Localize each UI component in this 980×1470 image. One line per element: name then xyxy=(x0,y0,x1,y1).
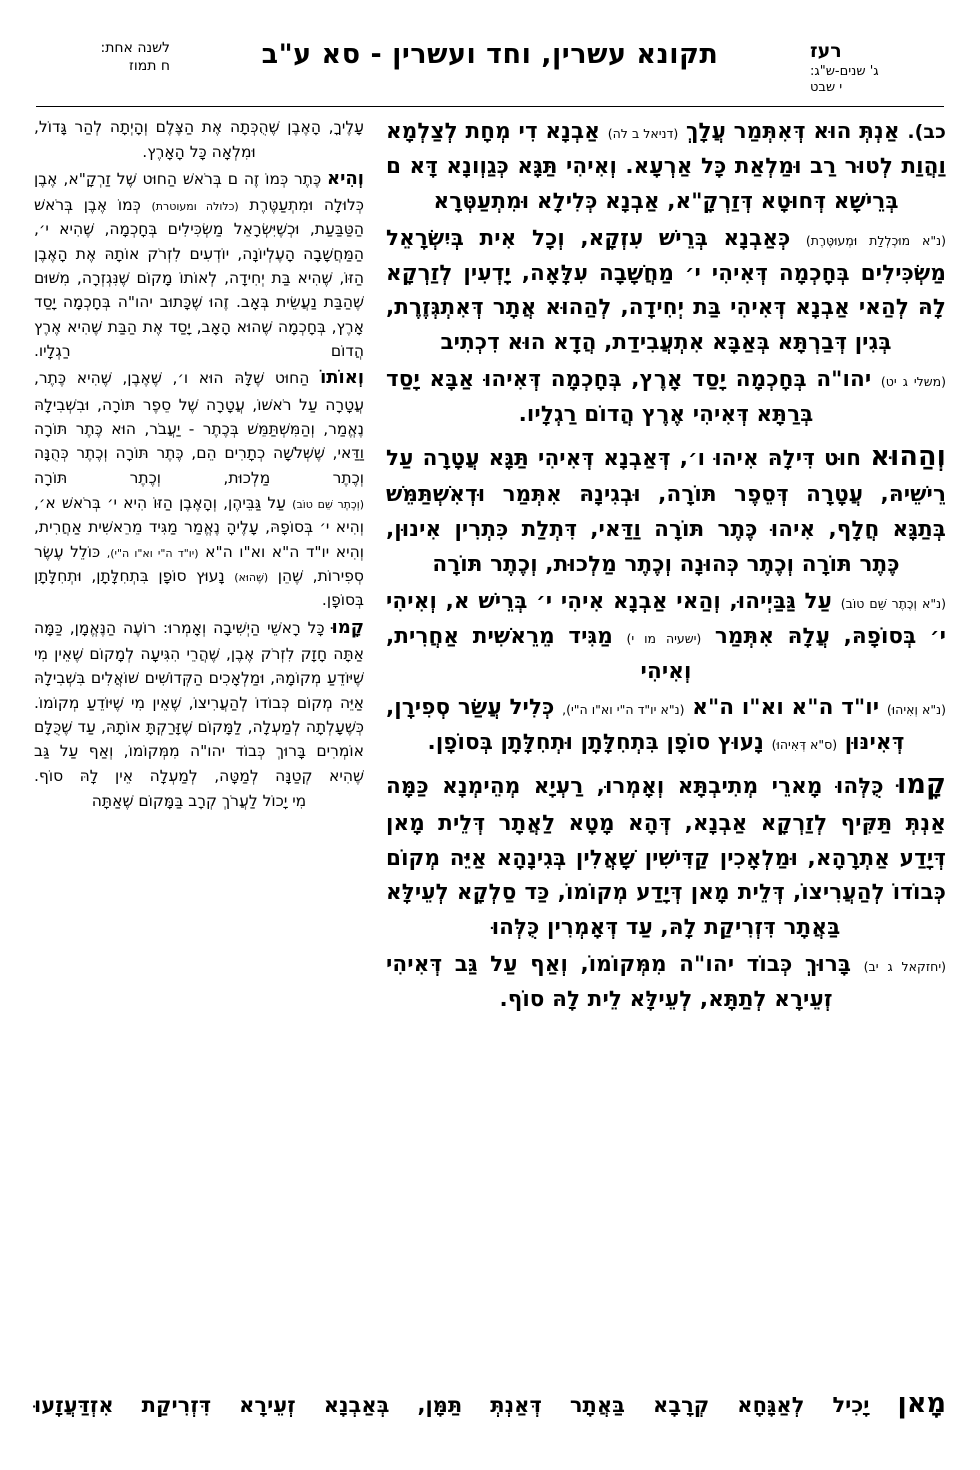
source-reference: (משלי ג יט) xyxy=(880,374,947,390)
main-paragraph-8-text: בָּרוּךְ כְּבוֹד יהו"ה מִמְּקוֹמוֹ, וְאַף עַל גַּב דְּאִיהִי זְעֵירָא לְתַתָּא, לְעֵילָּא לֵית לָהּ סוֹף. xyxy=(386,952,852,1012)
folio-number: רעז xyxy=(810,40,842,62)
header-right-line-1: לשנה אחת: xyxy=(100,40,170,56)
variant-note: (נ"א וְאִיהוּ) xyxy=(886,702,946,718)
variant-note: (נ"א מוּכְלְלַת וּמְעוּטֶּרֶת) xyxy=(805,232,947,248)
commentary-paragraph-4-tail: נָעוּץ סוֹפָן בִּתְחִלָּתָן, וּתְחִלָּתָן בְּסוֹפָן. xyxy=(34,567,364,610)
header-left-block xyxy=(810,30,940,96)
variant-note-2: (נ"א יו"ד ה"י וא"ו ה"י), xyxy=(562,702,685,718)
commentary-paragraph-5 xyxy=(34,614,364,788)
main-paragraph-4-text: חוּט דִּילָהּ אִיהוּ ו׳, דְּאַבְנָא דְּאִיהִי תַּגָּא עֲטָרָה עַל רֵישֵׁיהּ, עֲטָרָה דְּסֵפֶר תּוֹרָה, וּבְגִינָהּ אִתְּמַר וּדְאִשְׁתַּמֵּשׁ בְּתַגָּא חֲלָף, אִיהוּ כֶּתֶר תּוֹרָה וַדַּאי, דִּתְלַת כִּתְרִין אִינוּן, כֶּתֶר תּוֹרָה וְכֶתֶר כְּהוּנָה וְכֶתֶר מַלְכוּת, וְכֶתֶר תּוֹרָה xyxy=(386,445,946,578)
paragraph-number: כב). xyxy=(907,121,946,144)
commentary-paragraph-2 xyxy=(34,165,364,364)
commentary-paragraph-3 xyxy=(34,364,364,490)
paragraph-opening-word: וְהִיא xyxy=(327,167,364,189)
header-divider xyxy=(36,106,944,107)
commentary-paragraph-3-text: הַחוּט שֶׁלָּהּ הוּא ו׳, שֶׁאֶבֶן, שֶׁהִיא כֶּתֶר, עֲטָרָה עַל רֹאשׁוֹ, עֲטָרָה שֶׁל סֵפֶר תּוֹרָה, וּבִשְׁבִילָהּ נֶאֱמַר, וְהַמִּשְׁתַּמֵּשׁ בְּכֶתֶר - יַעֲבֹר, הוּא כֶּתֶר תּוֹרָה וַדַּאי, שֶׁשְּׁלֹשָׁה כְתָרִים הֵם, כֶּתֶר תּוֹרָה וְכֶתֶר כְּהֻנָּה וְכֶתֶר מַלְכוּת, וְכֶתֶר תּוֹרָה xyxy=(34,369,364,487)
main-paragraph-4 xyxy=(386,435,946,583)
header-left-line-1: ג' שנים-ש"ג: xyxy=(810,63,879,79)
header-right-block xyxy=(40,30,170,75)
footer-catch-line xyxy=(34,1384,946,1425)
commentary-paragraph-5-text: כָּל רָאשֵׁי הַיְשִׁיבָה וְאָמְרוּ: רוֹעֶה הַנֶּאֱמָן, כַּמָּה אַתָּה חָזָק לִזְרֹק אֶבֶן, שֶׁהֲרֵי הִגִּיעָה לְמָקוֹם שֶׁאֵין מִי שֶׁיּוֹדֵעַ מְקוֹמָהּ, וּמַלְאָכִים הַקְּדוֹשִׁים שׁוֹאֲלִים בִּשְׁבִילָהּ אַיֵּה מְקוֹם כְּבוֹדוֹ לְהַעֲרִיצוֹ, שֶׁאֵין מִי שֶׁיּוֹדֵעַ מְקוֹמוֹ. כְּשֶׁעָלְתָה לְמַעְלָה, לַמָּקוֹם שֶׁזָּרַקְתָּ אוֹתָהּ, עַד שֶׁכֻּלָּם אוֹמְרִים בָּרוּךְ כְּבוֹד יהו"ה מִמְּקוֹמוֹ, וְאַף עַל גַּב שֶׁהִיא קְטַנָּה לְמַטָּה, לְמַעְלָה אֵין לָהּ סוֹף. xyxy=(34,618,364,785)
main-paragraph-5-text: עַל גַּבַּיְיהוּ, וְהַאי אַבְנָא אִיהִי י׳ בְּרֵישׁ א, וְאִיהִי י׳ בְּסוֹפָהּ, עֲלָהּ אִתְּמַר xyxy=(386,588,946,649)
body-columns xyxy=(34,115,946,1370)
page-title: תקונא עשרין, וחד ועשרין - סא ע"ב xyxy=(261,39,719,70)
commentary-paragraph-4-rest: כּוֹלֵל עֶשֶׂר סְפִירוֹת, שֶׁהֵן xyxy=(34,542,364,585)
main-paragraph-2 xyxy=(386,222,946,361)
commentary-paragraph-1: עָלֶיךָ, הָאֶבֶן שֶׁהֻכְּתָה אֶת הַצֶּלֶם וְהָיְתָה לְהַר גָּדוֹל, וּמִלְאָה כָּל הָאָרֶץ. xyxy=(34,118,364,161)
commentary-paragraph-2-rest: כְּמוֹ אֶבֶן בְּרֹאשׁ הַטַּבַּעַת, וּכְשֶׁיִּשְׂרָאֵל מַשְׂכִּילִים בְּחָכְמָה, שֶׁהִיא י׳, הַמַּחֲשָׁבָה הָעֶלְיוֹנָה, יוֹדְעִים לִזְרֹק אוֹתָהּ אֶת הָאֶבֶן הַזּוֹ, שֶׁהִיא בַּת יְחִידָה, לְאוֹתוֹ מָקוֹם שֶׁנִּגְזְרָה, מִשּׁוּם שֶׁהַבַּת נַעֲשֵׂית בְּאָב. זֶהוּ שֶׁכָּתוּב יהו"ה בְּחָכְמָה יָסַד אָרֶץ, בְּחָכְמָה שֶׁהוּא הָאָב, יָסַד אֶת הַבַּת שֶׁהִיא אֶרֶץ הֲדוֹם רַגְלָיו. xyxy=(34,196,364,361)
source-reference: (דניאל ב לה) xyxy=(607,126,679,142)
commentary-column xyxy=(34,115,364,1370)
variant-note-3: (ס"א דְּאִיהוּ) xyxy=(771,737,838,753)
commentary-paragraph-6: מִי יָכוֹל לַעֲרֹךְ קְרָב בַּמָּקוֹם שֶׁאַתָּה xyxy=(91,791,307,810)
header-right-line-2: ח תמוז xyxy=(129,57,170,74)
main-paragraph-3 xyxy=(386,363,946,433)
main-paragraph-7 xyxy=(386,763,946,946)
commentary-paragraph-4-text: עַל גַּבֵּיהֶן, וְהָאֶבֶן הַזּוֹ הִיא י׳ בְּרֹאשׁ א׳, וְהִיא י׳ בְּסוֹפָהּ, עָלֶיהָ נֶאֱמַר מַגִּיד מֵרֵאשִׁית אַחֲרִית, וְהִיא יו"ד ה"א וא"ו ה"א xyxy=(34,494,364,561)
commentary-paragraph-2-text: כֶּתֶר כְּמוֹ זֶה ם בְּרֹאשׁ הַחוּט שֶׁל זַרְקָ"א, אֶבֶן כְּלוּלָה וּמִתְעַטֶּרֶת xyxy=(34,169,364,215)
main-paragraph-1 xyxy=(386,115,946,219)
paragraph-opening-word: מָאן xyxy=(897,1387,947,1419)
variant-note-2: (יו"ד ה"י וא"ו ה"י), xyxy=(106,546,199,560)
main-paragraph-5-rest: מַגִּיד מֵרֵאשִׁית אַחֲרִית, וְאִיהִי xyxy=(386,623,692,684)
commentary-paragraph-4 xyxy=(34,491,364,613)
main-paragraph-6-tail: נָעוּץ סוֹפָן בִּתְחִלָּתָן וּתְחִלָּתָן בְּסוֹפָן. xyxy=(427,730,765,756)
main-paragraph-6-rest: כְּלִיל עֲשַׂר סְפִירָן, דְּאִינּוּן xyxy=(386,695,905,756)
variant-note: (וְכֶתֶר שֵׁם טוֹב) xyxy=(292,498,364,512)
paragraph-opening-word: קָמוּ xyxy=(897,769,947,801)
main-paragraph-7-text: כֻּלְּהוּ מָארֵי מְתִיבְתָּא וְאָמְרוּ, רַעְיָא מְהֵימְנָא כַּמָּה אַנְתְּ תַּקִּיף לְזַרְקָא אַבְנָא, דְּהָא מָטָא לַאֲתָר דְּלֵית מָאן דְּיָדַע אַתְרָהָא, וּמַלְאָכִין קַדִּישִׁין שָׁאֲלִין בְּגִינָהָא אַיֵּה מְקוֹם כְּבוֹדוֹ לְהַעֲרִיצוֹ, דְּלֵית מָאן דְּיָדַע מְקוֹמוֹ, כַּד סַלְקָא לְעֵילָּא בַּאֲתָר דִּזְרִיקַת לָהּ, עַד דְּאָמְרִין כֻּלְּהוּ xyxy=(386,774,946,941)
main-paragraph-6-text: יו"ד ה"א וא"ו ה"א xyxy=(692,695,880,721)
main-paragraph-2-text: כְּאַבְנָא בְּרֵישׁ עִזְקָא, וְכָל אִית בְּיִשְׂרָאֵל מַשְׂכִּילִים בְּחָכְמָה דְּאִיהִי י׳ מַחֲשָׁבָה עִלָּאָה, יָדְעִין לְזַרְקָא לָהּ לְהַאי אַבְנָא דְּאִיהִי בַּת יְחִידָה, לְהַהוּא אֲתָר דְּאִתְגְּזֶרֶת, בְּגִין דְּבַרְתָּא בְּאַבָּא אִתְעֲבִידַת, הֲדָא הוּא דִכְתִיב xyxy=(386,225,946,356)
main-paragraph-1-rest: אַבְנָא דִי מְחָת לְצַלְמָא וַהֲוַת לְטוּר רַב וּמַלְאַת כָּל אַרְעָא. וְאִיהִי תַּגָּא כְּגַוְונָא דָּא ם בְּרֵישָׁא דְּחוּטָא דְּזַרְקָ"א, אַבְנָא כְּלִילָא וּמִתְעַטְּרָא xyxy=(386,119,946,214)
variant-note-3: (שֶׁהוּא) xyxy=(234,571,269,584)
source-reference: (יחזקאל ג יב) xyxy=(863,959,946,975)
paragraph-opening-word: וְאוֹתוֹ xyxy=(320,367,364,389)
variant-note: (כלולה ומעוטרת) xyxy=(151,200,239,214)
paragraph-opening-word: וְהַהוּא xyxy=(870,440,946,472)
main-text-column xyxy=(386,115,946,1370)
main-paragraph-3-text: יהו"ה בְּחָכְמָה יָסַד אָרֶץ, בְּחָכְמָה דְּאִיהוּ אַבָּא יָסַד בְּרַתָּא דְּאִיהִי אֶרֶץ הֲדוֹם רַגְלָיו. xyxy=(386,367,872,427)
main-paragraph-6 xyxy=(386,691,946,761)
header-left-line-2: י שבט xyxy=(810,80,843,95)
main-paragraph-1-text: אַנְתְּ הוּא דְּאִתְּמַר עֲלָךְ xyxy=(685,119,900,145)
main-paragraph-5 xyxy=(386,585,946,689)
footer-text: יָכִיל לְאַגָּחָא קְרָבָא בַּאֲתָר דְּאַנְתְּ תַּמָּן, בְּאַבְנָא זְעֵירָא דִּזְרִיקַת אִזְדַּעֲזָעוּ xyxy=(34,1392,870,1417)
main-paragraph-8 xyxy=(386,948,946,1018)
source-reference: (ישעיה מו י) xyxy=(626,630,702,646)
variant-note: (נ"א וְכֶתֶר שֵׁם טוֹב) xyxy=(840,595,946,611)
paragraph-opening-word: קָמוּ xyxy=(331,616,364,638)
page-header xyxy=(34,30,946,100)
